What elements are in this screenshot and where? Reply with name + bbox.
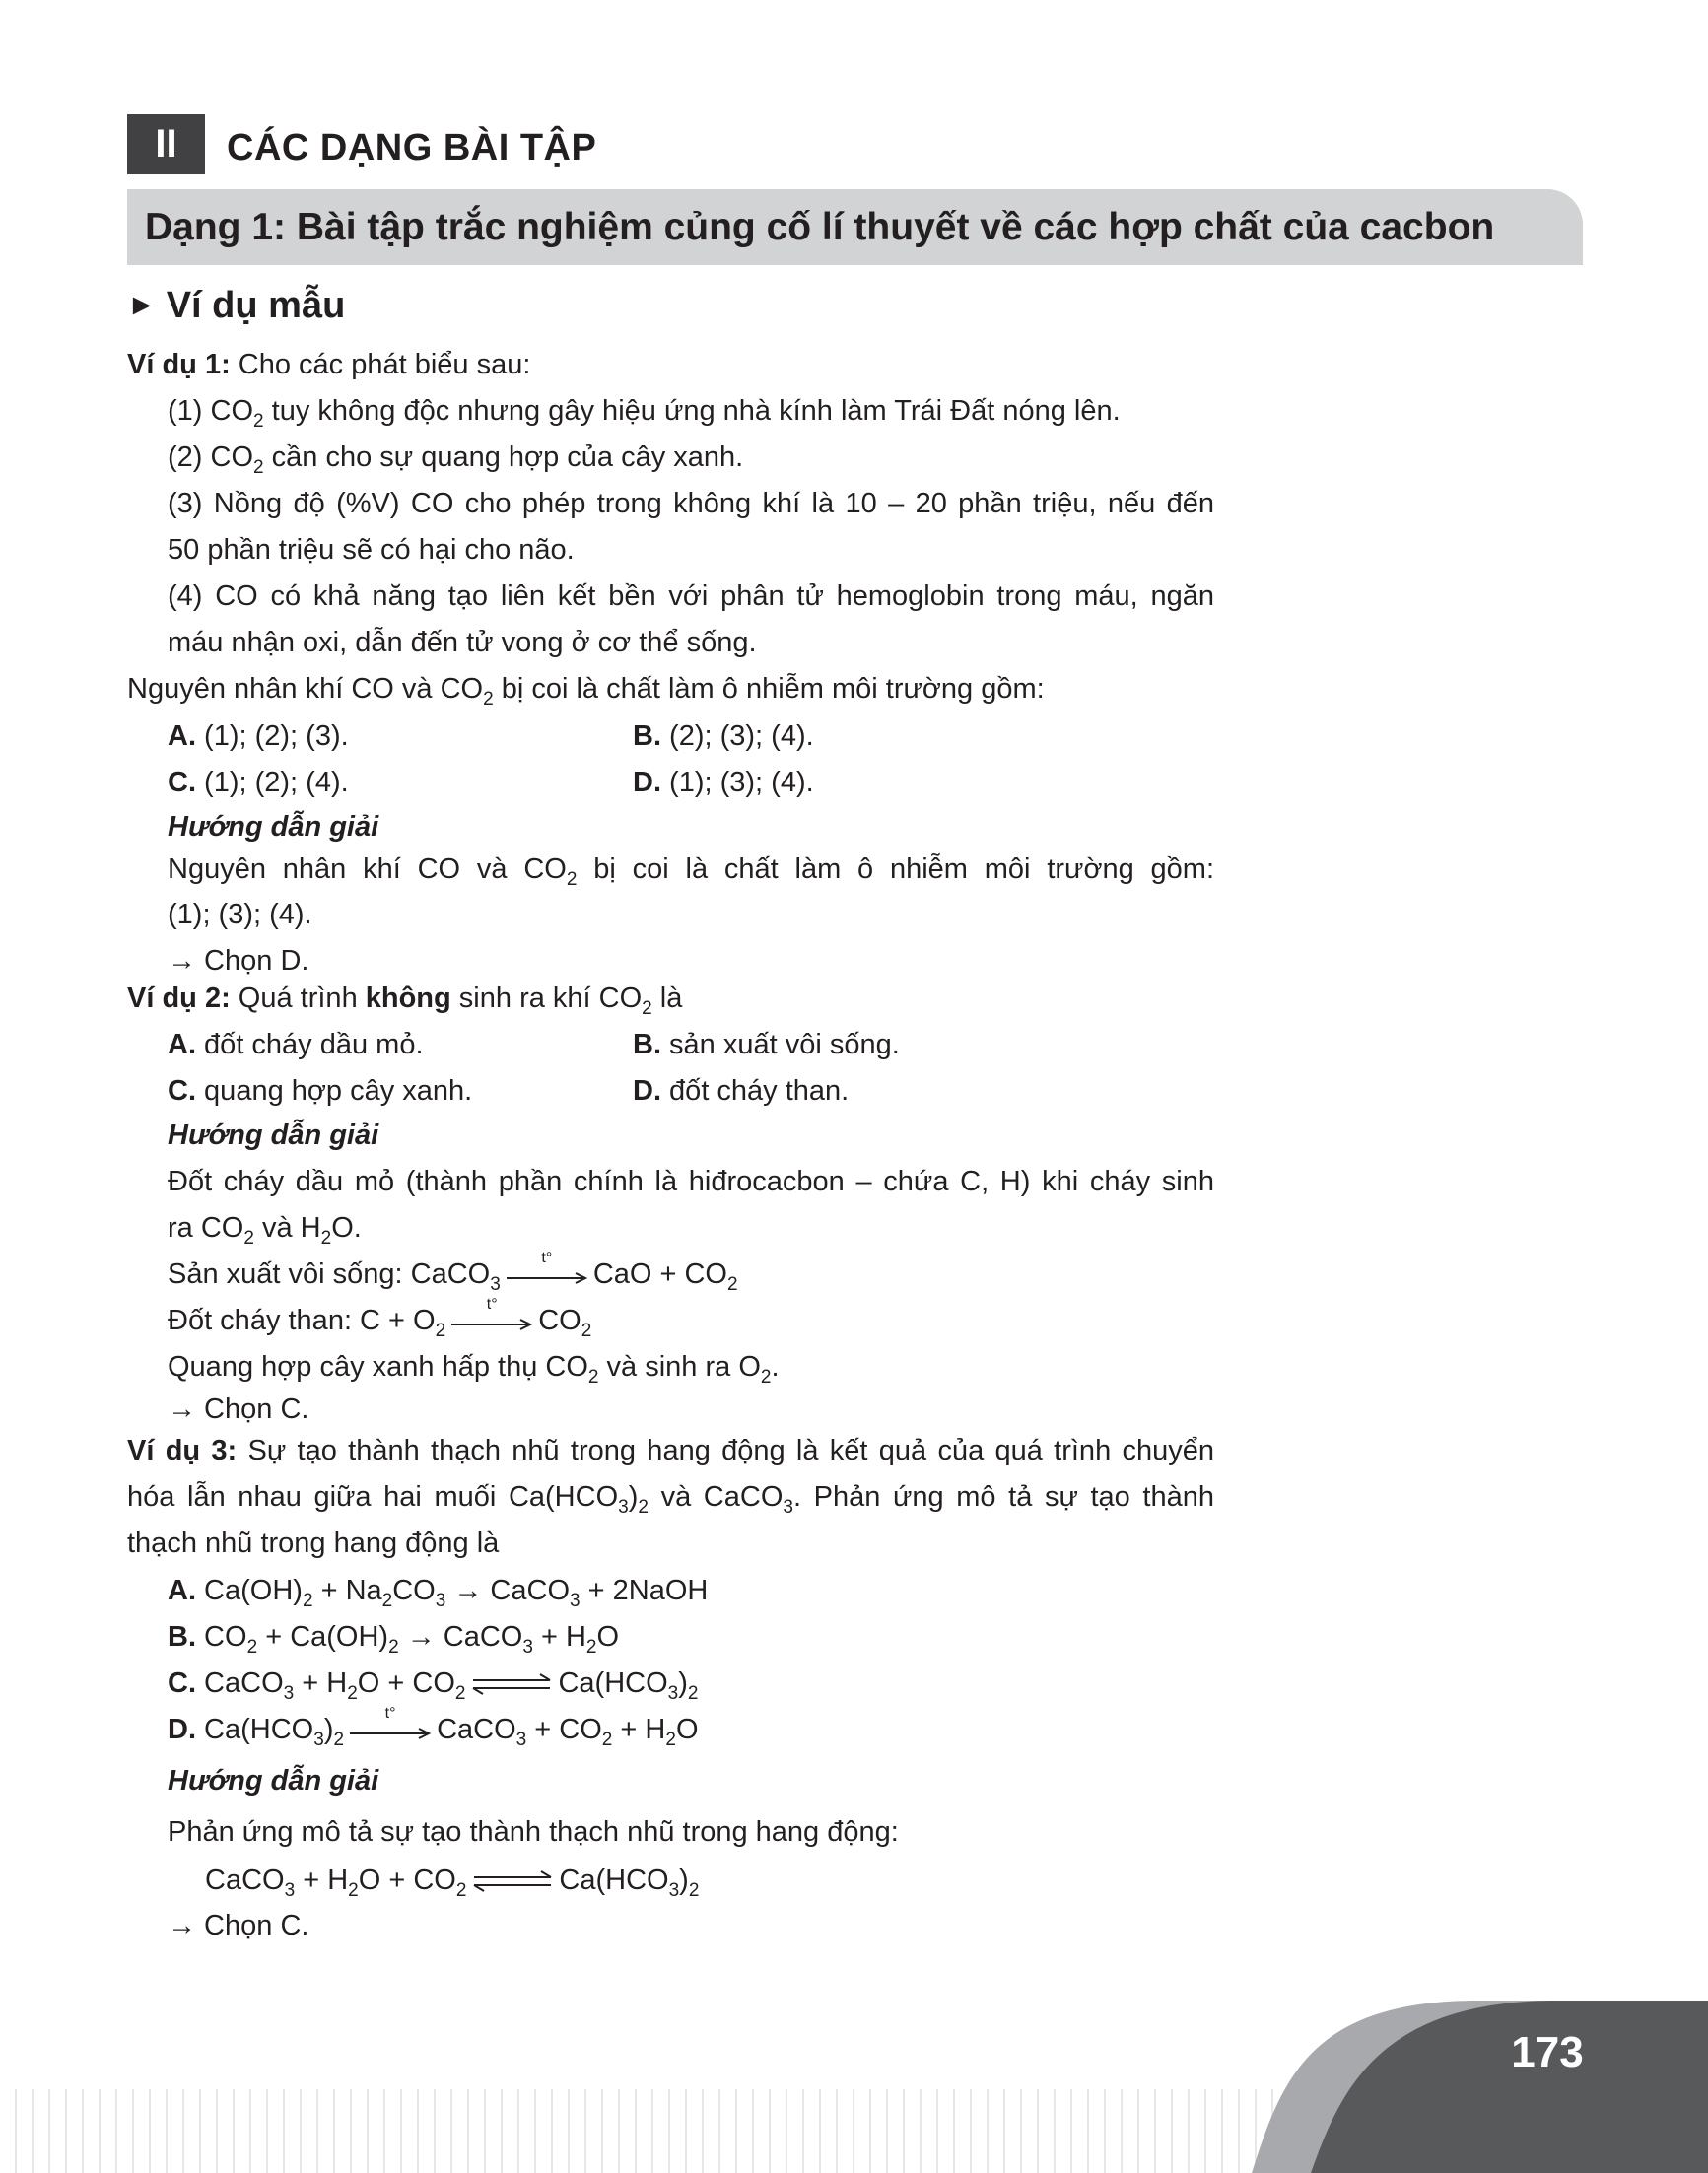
section-title: CÁC DẠNG BÀI TẬP <box>227 127 597 169</box>
ex3-option-d: D. $Ca(HCO_3)_2$ t° CaCO$_3$ + $CO_2 + H_2O$ <box>168 1705 699 1750</box>
ex1-statement-4b: máu nhận oxi, dẫn đến tử vong ở cơ thể sống. <box>168 627 757 658</box>
ex1-choose: → Chọn D. <box>168 945 309 977</box>
ex3-option-a: A. $Ca(OH)_2 + Na_2CO_3$ → CaCO$_3$ + 2NaOH <box>168 1575 709 1611</box>
ex2-option-a: A. đốt cháy dầu mỏ. <box>168 1029 424 1060</box>
ex2-option-c: C. quang hợp cây xanh. <box>168 1075 473 1107</box>
arrow-heat-icon: t° <box>348 1716 433 1745</box>
ex2-solution-heading: Hướng dẫn giải <box>168 1120 379 1151</box>
ex2-equation-lime: Sản xuất vôi sống: CaCO$_3$ t° CaO + $CO_2$ <box>168 1250 738 1295</box>
ex2-solution-line-2: ra $CO_2$ và $H_2O$. <box>168 1212 362 1249</box>
ex1-solution-line-2: (1); (3); (4). <box>168 899 312 930</box>
ex2-solution-photosynthesis: Quang hợp cây xanh hấp thụ $CO_2$ và sinh ra $O_2$. <box>168 1351 780 1388</box>
ex1-solution-heading: Hướng dẫn giải <box>168 811 379 843</box>
arrow-heat-icon: t° <box>505 1260 589 1290</box>
ex3-solution-equation: CaCO$_3$ + $H_2O + CO_2$ $Ca(HCO_3)_2$ <box>205 1865 700 1901</box>
ex3-solution-heading: Hướng dẫn giải <box>168 1765 379 1797</box>
ex3-option-b: B. $CO_2 + Ca(OH)_2$ → CaCO$_3$ + $H_2O$ <box>168 1621 620 1658</box>
dang-title: Dạng 1: Bài tập trắc nghiệm củng cố lí thuyết về các hợp chất của cacbon <box>145 206 1495 248</box>
ex3-question-line-3: thạch nhũ trong hang động là <box>127 1528 500 1559</box>
ex2-option-b: B. sản xuất vôi sống. <box>633 1029 900 1060</box>
ex1-statement-2: (2) $CO_2$ cần cho sự quang hợp của cây xanh. <box>168 441 744 478</box>
ex2-question: Ví dụ 2: Quá trình không sinh ra khí $CO_2$ là <box>127 983 683 1019</box>
ex2-option-d: D. đốt cháy than. <box>633 1075 850 1107</box>
ex2-solution-line-1: Đốt cháy dầu mỏ (thành phần chính là hiđrocacbon – chứa C, H) khi cháy sinh <box>168 1166 1214 1197</box>
ex3-question-line-1: Ví dụ 3: Sự tạo thành thạch nhũ trong hang động là kết quả của quá trình chuyển <box>127 1435 1214 1466</box>
ex1-question: Nguyên nhân khí CO và $CO_2$ bị coi là chất làm ô nhiễm môi trường gồm: <box>127 673 1045 710</box>
ex3-solution-line-1: Phản ứng mô tả sự tạo thành thạch nhũ trong hang động: <box>168 1816 899 1848</box>
ex1-statement-1: (1) $CO_2$ tuy không độc nhưng gây hiệu ứng nhà kính làm Trái Đất nóng lên. <box>168 395 1121 432</box>
arrow-heat-icon: t° <box>449 1307 534 1336</box>
ex1-statement-3b: 50 phần triệu sẽ có hại cho não. <box>168 534 575 566</box>
ex3-choose: → Chọn C. <box>168 1910 309 1941</box>
ex1-option-d: D. (1); (3); (4). <box>633 767 814 798</box>
page-number: 173 <box>1511 2028 1584 2076</box>
ex2-choose: → Chọn C. <box>168 1393 309 1425</box>
ex1-solution-line-1: Nguyên nhân khí CO và $CO_2$ bị coi là chất làm ô nhiễm môi trường gồm: <box>168 853 1214 890</box>
ex3-option-c: C. CaCO$_3$ + $H_2O + CO_2$ $Ca(HCO_3)_2$ <box>168 1667 699 1704</box>
ex1-option-b: B. (2); (3); (4). <box>633 720 814 752</box>
ex1-statement-3a: (3) Nồng độ (%V) CO cho phép trong không khí là 10 – 20 phần triệu, nếu đến <box>168 488 1214 519</box>
ex2-equation-coal: Đốt cháy than: $C + O_2$ t° $CO_2$ <box>168 1296 592 1341</box>
ex1-intro: Ví dụ 1: Cho các phát biểu sau: <box>127 349 531 380</box>
triangle-right-icon: ► <box>127 289 157 321</box>
section-badge: II <box>127 114 205 174</box>
ex1-statement-4a: (4) CO có khả năng tạo liên kết bền với phân tử hemoglobin trong máu, ngăn <box>168 580 1214 612</box>
ex3-question-line-2: hóa lẫn nhau giữa hai muối $Ca(HCO_3)_2$ và CaCO$_3$. Phản ứng mô tả sự tạo thành <box>127 1481 1214 1518</box>
ex1-option-a: A. (1); (2); (3). <box>168 720 349 752</box>
vi-du-mau-label: Ví dụ mẫu <box>166 285 346 326</box>
ex1-option-c: C. (1); (2); (4). <box>168 767 349 798</box>
